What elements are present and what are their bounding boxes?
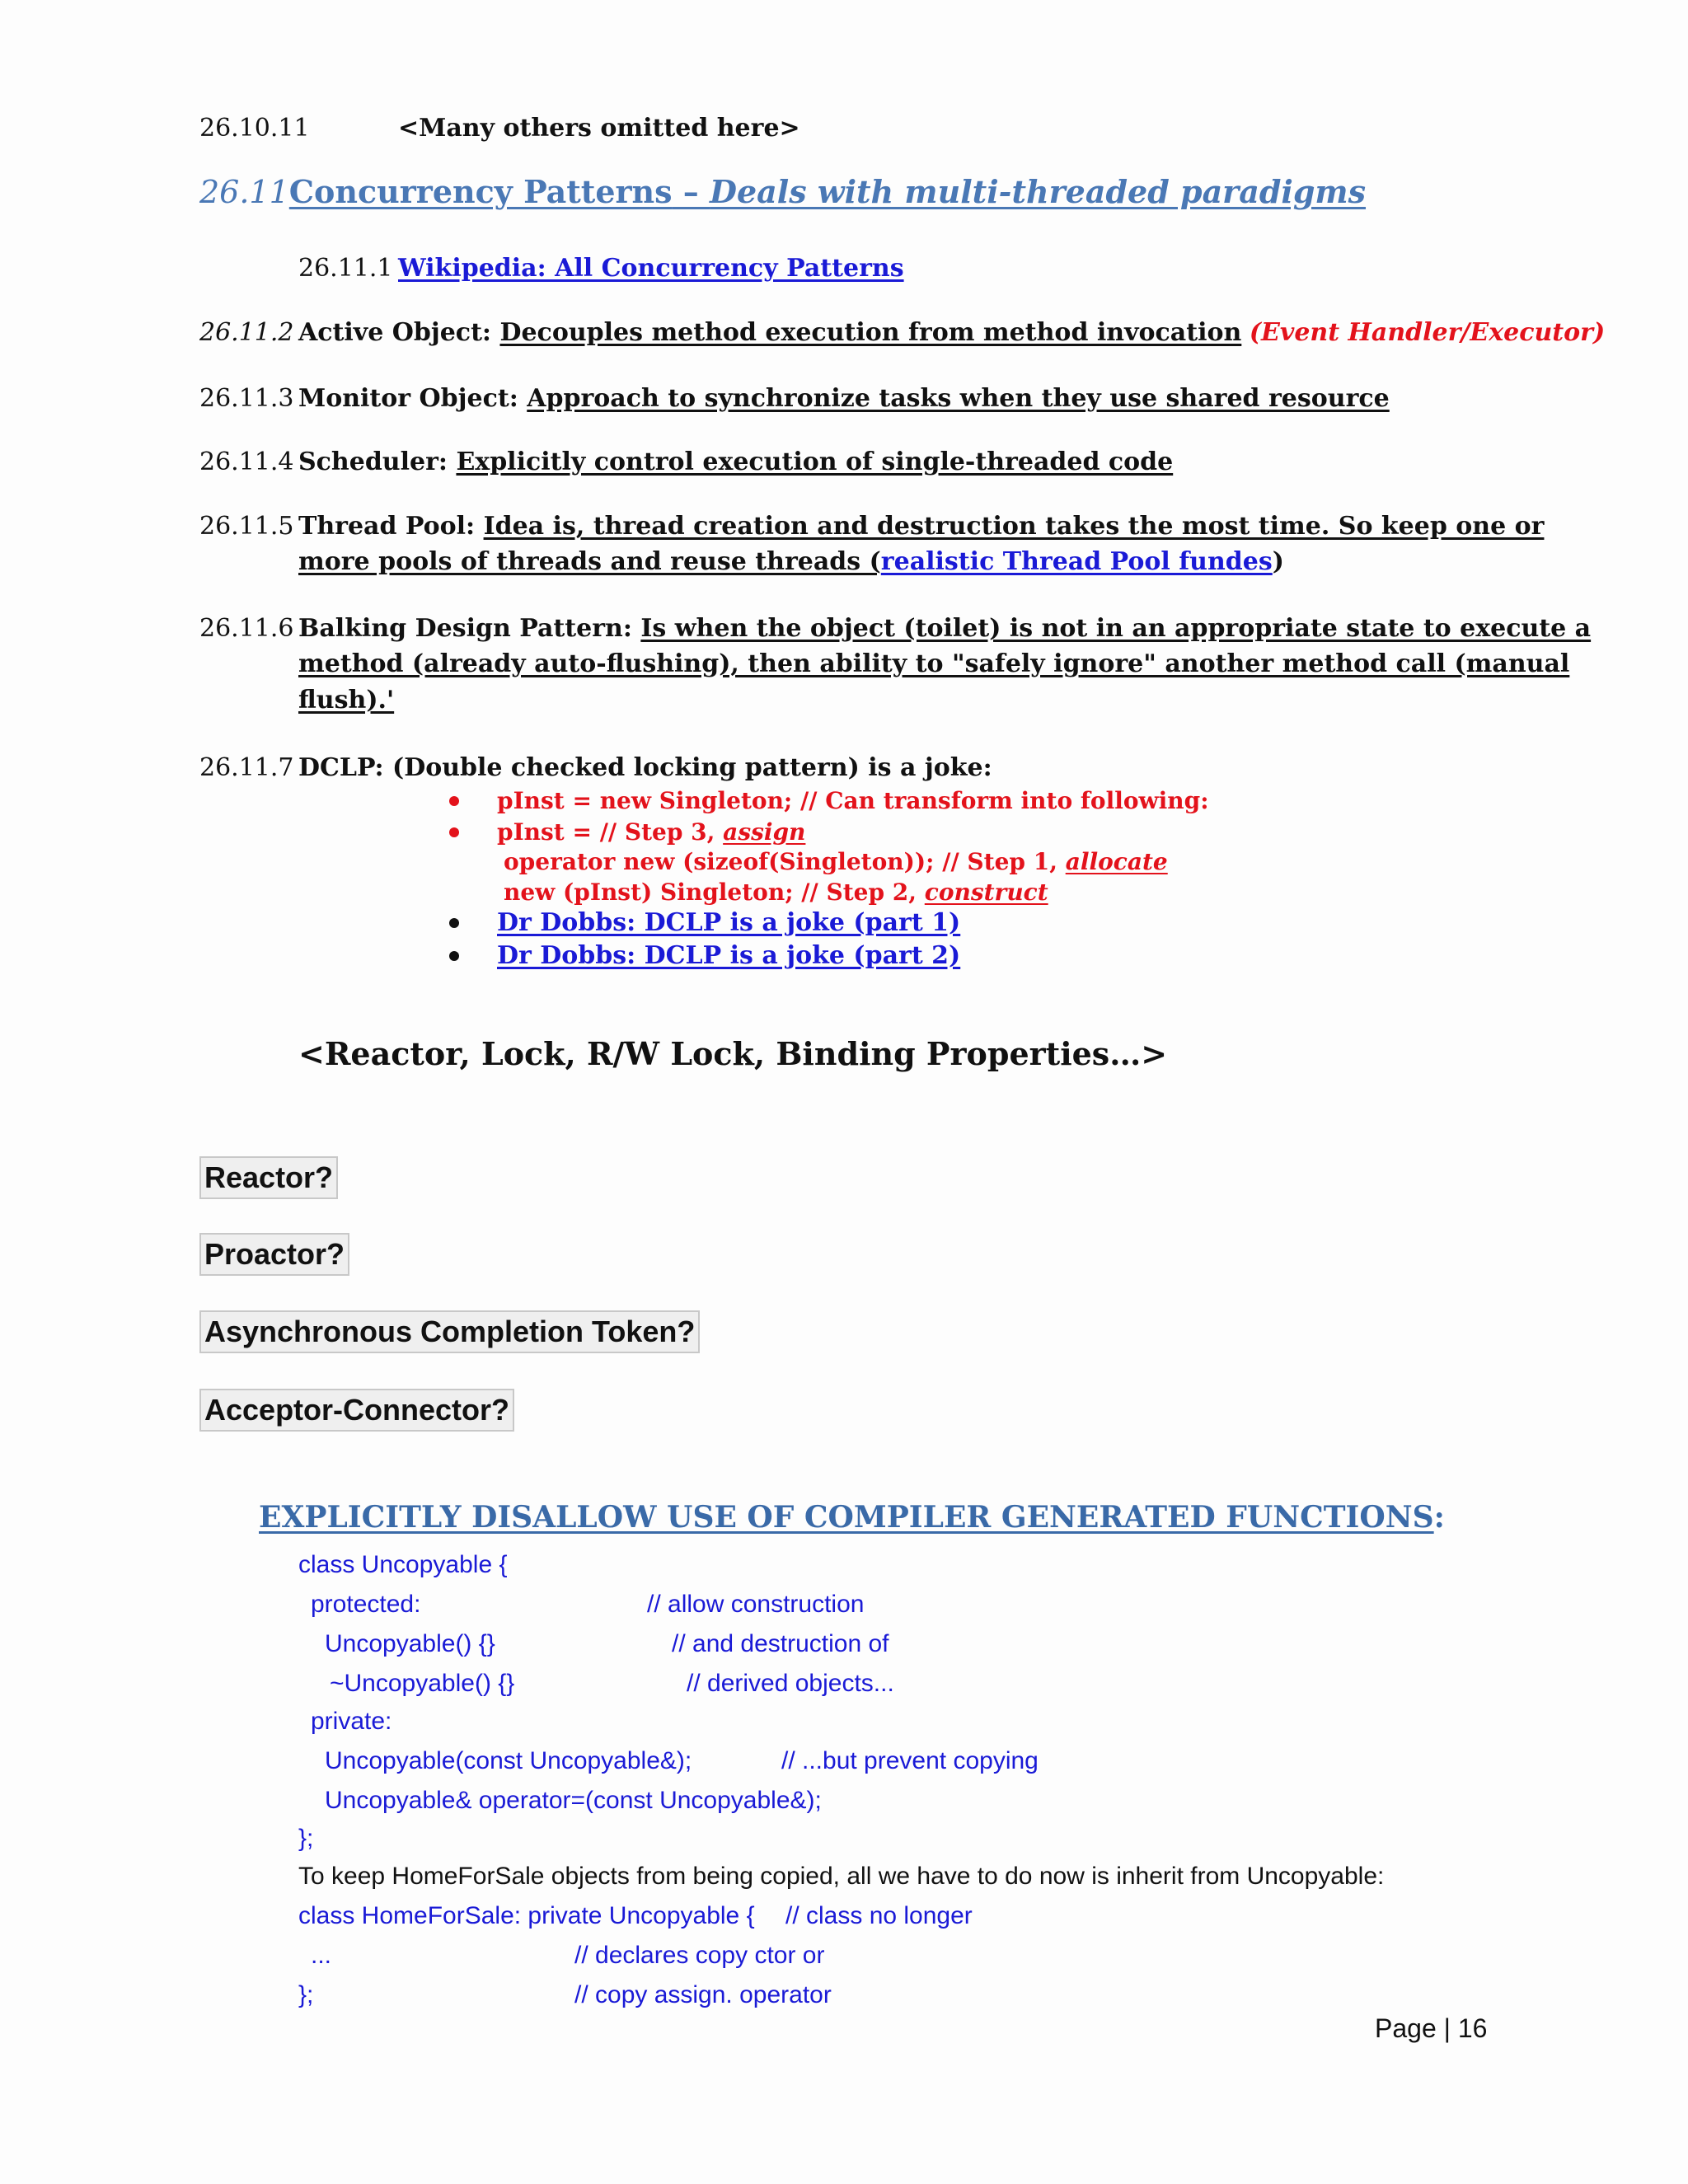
code-comment: // ...but prevent copying bbox=[781, 1747, 1039, 1774]
code-line: Uncopyable& operator=(const Uncopyable&); bbox=[325, 1787, 822, 1814]
item-number: 26.11.4 bbox=[199, 448, 294, 476]
code-line: private: bbox=[311, 1708, 392, 1735]
thread-pool-link[interactable]: realistic Thread Pool fundes bbox=[880, 547, 1273, 576]
item-text-line2: more pools of threads and reuse threads ( bbox=[298, 547, 881, 576]
item-text-line1: Is when the object (toilet) is not in an appropriate state to execute a bbox=[640, 614, 1592, 643]
item-number: 26.11.2 bbox=[199, 318, 294, 347]
item-label: Scheduler: bbox=[298, 448, 457, 476]
page-number: 16 bbox=[1457, 2013, 1488, 2043]
item-text-close: ) bbox=[1272, 547, 1284, 576]
code-line: }; bbox=[298, 1825, 314, 1852]
code-comment: // derived objects... bbox=[687, 1670, 894, 1697]
section-number: 26.10.11 bbox=[199, 114, 310, 143]
code-comment: // copy assign. operator bbox=[574, 1981, 832, 2008]
wikipedia-link[interactable]: Wikipedia: All Concurrency Patterns bbox=[398, 254, 904, 283]
explicit-heading-colon: : bbox=[1433, 1500, 1445, 1535]
item-label: Active Object: bbox=[298, 318, 500, 347]
item-number: 26.11.5 bbox=[199, 512, 294, 541]
dclp-bullet-1: pInst = new Singleton; // Can transform into following: bbox=[497, 787, 1209, 814]
dclp-assign: assign bbox=[723, 818, 806, 846]
code-line: Uncopyable(const Uncopyable&); bbox=[325, 1747, 692, 1774]
item-text: Approach to synchronize tasks when they use shared resource bbox=[527, 384, 1390, 413]
dclp-code-line-2 bbox=[504, 848, 1168, 875]
section-heading-title: Concurrency Patterns bbox=[288, 173, 673, 210]
page-footer bbox=[1375, 2013, 1487, 2044]
balking-line3: flush).' bbox=[298, 686, 395, 715]
item-text-line1: Idea is, thread creation and destruction takes the most time. So keep one or bbox=[483, 512, 1545, 541]
section-heading-number: 26.11 bbox=[199, 174, 289, 210]
section-heading bbox=[199, 173, 1366, 210]
code-comment: // declares copy ctor or bbox=[574, 1942, 825, 1969]
dr-dobbs-link-2[interactable]: Dr Dobbs: DCLP is a joke (part 2) bbox=[497, 941, 961, 970]
dclp-construct: construct bbox=[924, 879, 1048, 906]
item-number: 26.11.3 bbox=[199, 384, 294, 413]
explicit-heading-text: EXPLICITLY DISALLOW USE OF COMPILER GENERATED FUNCTIONS bbox=[259, 1500, 1434, 1535]
code-line: class HomeForSale: private Uncopyable { bbox=[298, 1902, 755, 1929]
bullet-icon bbox=[449, 918, 459, 928]
other-patterns-note: <Reactor, Lock, R/W Lock, Binding Properties…> bbox=[298, 1035, 1168, 1072]
code-comment: // allow construction bbox=[647, 1591, 865, 1618]
bullet-icon bbox=[449, 796, 459, 806]
item-note: (Event Handler/Executor) bbox=[1249, 318, 1606, 347]
monitor-object-item bbox=[298, 384, 1390, 413]
section-heading-dash: – bbox=[672, 173, 710, 210]
code-comment: // and destruction of bbox=[672, 1630, 889, 1657]
item-text: (Double checked locking pattern) is a joke: bbox=[392, 753, 992, 782]
scheduler-item bbox=[298, 448, 1173, 476]
code-line: class Uncopyable { bbox=[298, 1551, 508, 1578]
section-heading-subtitle: Deals with multi-threaded paradigms bbox=[710, 173, 1367, 210]
item-number: 26.11.6 bbox=[199, 614, 294, 643]
item-label: Thread Pool: bbox=[298, 512, 484, 541]
active-object-item bbox=[298, 318, 1605, 347]
thread-pool-item bbox=[298, 512, 1544, 541]
omitted-note: <Many others omitted here> bbox=[398, 114, 800, 143]
dclp-allocate: allocate bbox=[1065, 848, 1168, 875]
balking-line2: method (already auto-flushing), then ability to "safely ignore" another method call (manual bbox=[298, 649, 1570, 678]
item-label: DCLP: bbox=[298, 753, 392, 782]
question-reactor: Reactor? bbox=[199, 1156, 338, 1199]
thread-pool-line2 bbox=[298, 547, 1284, 576]
dclp-bullet-2 bbox=[497, 818, 805, 846]
question-proactor: Proactor? bbox=[199, 1233, 349, 1276]
code-line: ... bbox=[311, 1942, 332, 1969]
bullet-icon bbox=[449, 951, 459, 961]
dclp-item bbox=[298, 753, 992, 782]
balking-item bbox=[298, 614, 1591, 643]
item-text: Explicitly control execution of single-threaded code bbox=[456, 448, 1174, 476]
question-acceptor-connector: Acceptor-Connector? bbox=[199, 1389, 514, 1432]
code-line: protected: bbox=[311, 1591, 421, 1618]
bullet-icon bbox=[449, 827, 459, 837]
item-number: 26.11.7 bbox=[199, 753, 294, 782]
dclp-bullet-2-text: pInst = // Step 3, bbox=[497, 818, 724, 846]
code-comment: // class no longer bbox=[785, 1902, 973, 1929]
item-label: Monitor Object: bbox=[298, 384, 528, 413]
dclp-code-text: new (pInst) Singleton; // Step 2, bbox=[504, 879, 925, 906]
page-separator: | bbox=[1443, 2013, 1451, 2043]
dclp-code-text: operator new (sizeof(Singleton)); // Step 1, bbox=[504, 848, 1066, 875]
dclp-code-line-3 bbox=[504, 879, 1048, 906]
question-act: Asynchronous Completion Token? bbox=[199, 1310, 700, 1353]
dr-dobbs-link-1[interactable]: Dr Dobbs: DCLP is a joke (part 1) bbox=[497, 908, 961, 937]
item-text: Decouples method execution from method invocation bbox=[499, 318, 1242, 347]
prose-line: To keep HomeForSale objects from being copied, all we have to do now is inherit from Uncopyable: bbox=[298, 1863, 1385, 1890]
code-line: ~Uncopyable() {} bbox=[330, 1670, 515, 1697]
code-line: }; bbox=[298, 1981, 314, 2008]
item-number: 26.11.1 bbox=[298, 254, 393, 283]
page-label: Page bbox=[1375, 2013, 1437, 2043]
code-line: Uncopyable() {} bbox=[325, 1630, 495, 1657]
explicit-heading bbox=[259, 1500, 1445, 1535]
item-label: Balking Design Pattern: bbox=[298, 614, 641, 643]
